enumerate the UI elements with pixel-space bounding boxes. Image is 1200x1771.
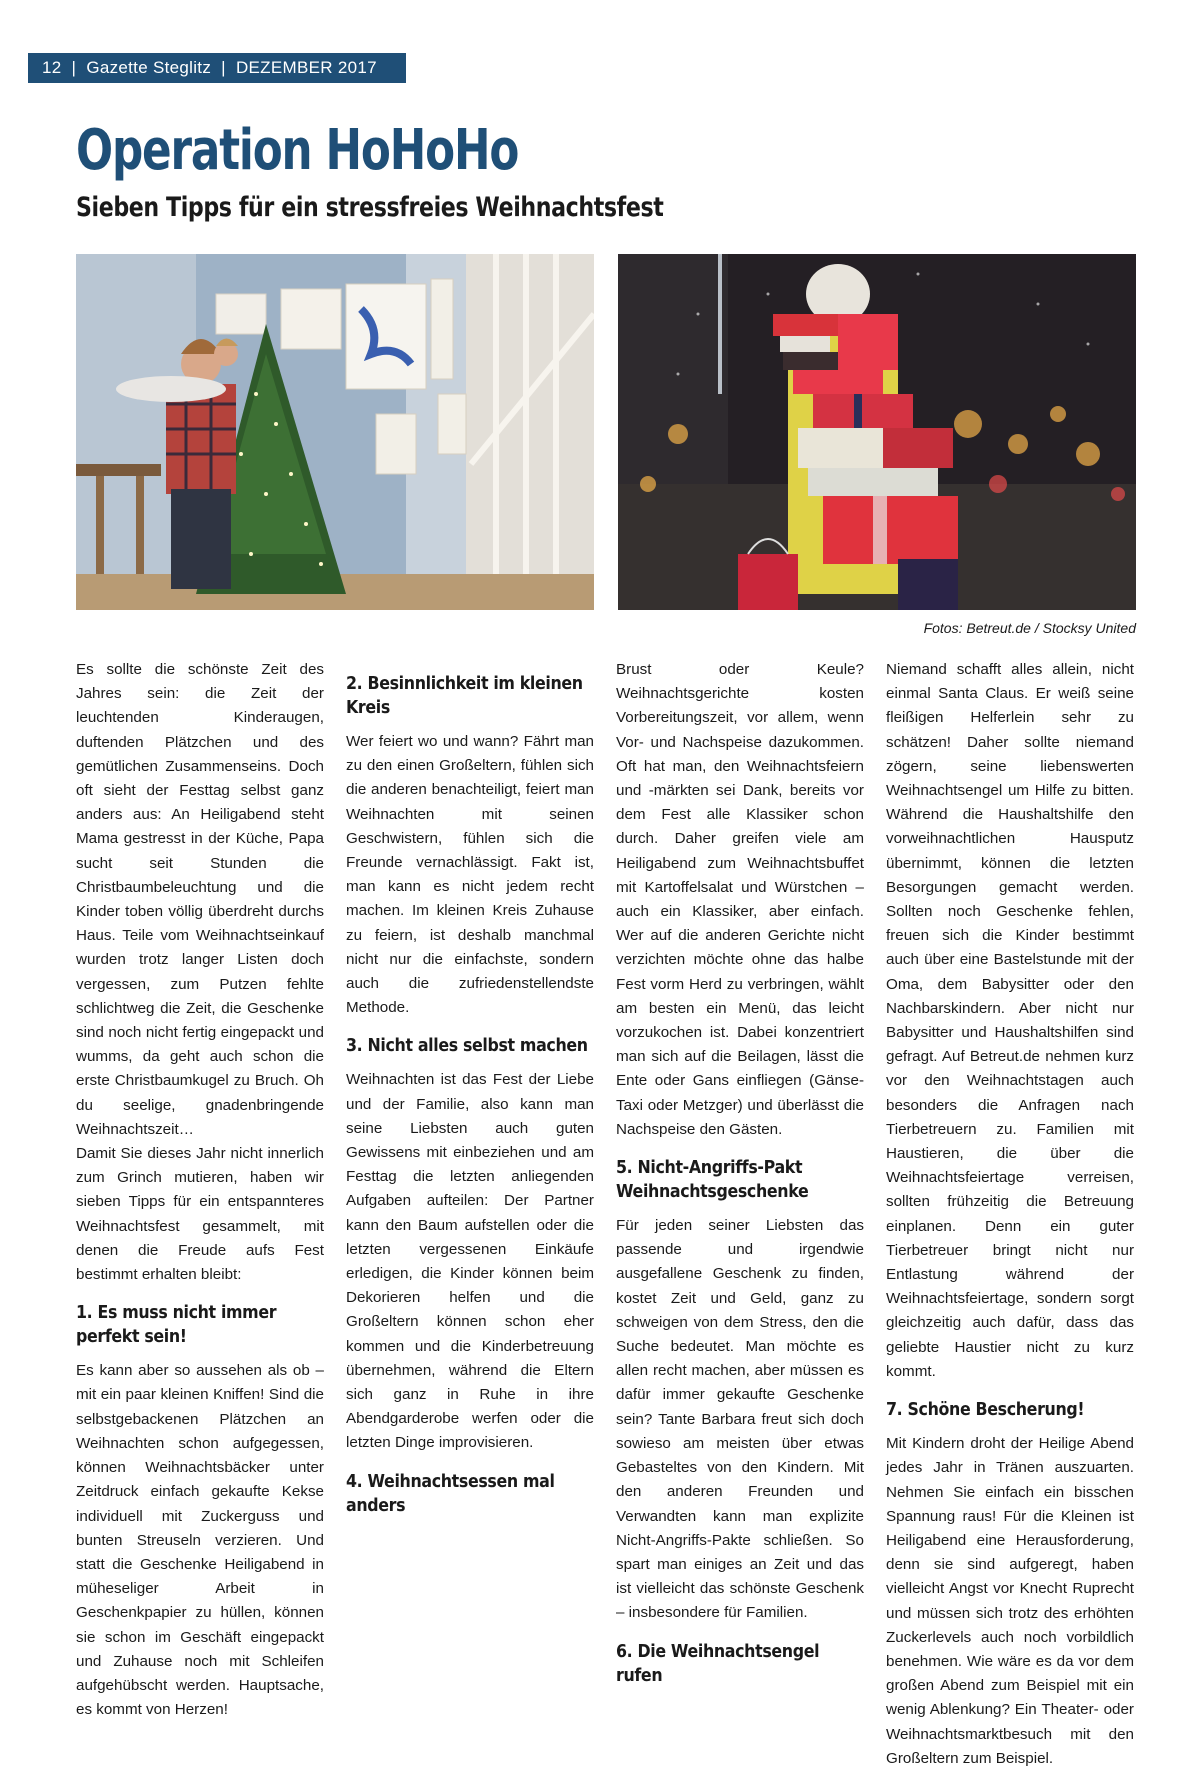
column-3: [616, 658, 864, 1698]
tip-4-heading: 4. Weihnachtsessen mal anders: [346, 1470, 555, 1516]
header-separator: |: [61, 58, 87, 77]
intro-paragraph-2: Damit Sie dieses Jahr nicht innerlich zum Grinch mutieren, haben wir sieben Tipps für ein entspannteres Weihnachtsfest gesammelt, mit denen die Freude aufs Fest bestimmt erhalten bleibt:: [76, 1145, 324, 1284]
column-2: [346, 658, 594, 1528]
page-number: 12: [42, 58, 62, 77]
header-separator: |: [211, 58, 236, 77]
tip-4-text: Brust oder Keule? Weihnachtsgerichte kosten Vorbereitungszeit, vor allem, wenn Vor- und Nachspeise dazukommen. Oft hat man, den Weihnachtsfeiern und -märkten sei Dank, bereits vor dem Fest alle Klassiker schon durch. Daher greifen viele am Heiligabend zum Weihnachtsbuffet mit Kartoffelsalat und Würstchen – auch ein Klassiker, aber einfach. Wer auf die anderen Gerichte nicht verzichten möchte ohne das halbe Fest vorm Herd zu verbringen, wählt am besten ein Menü, das leicht vorzukochen ist. Dabei konzentriert man sich auf die Beilagen, lässt die Ente oder Gans einfliegen (Gänse-Taxi oder Metzger) und überlässt die Nachspeise den Gästen.: [616, 661, 864, 1138]
tip-3-heading: 3. Nicht alles selbst machen: [346, 1035, 588, 1057]
tip-3-text: Weihnachten ist das Fest der Liebe und der Familie, also kann man seine Liebsten auch guten Gewissens mit einbeziehen und am Festtag die letzten anliegenden Aufgaben aufteilen: Der Partner kann den Baum aufstellen oder die letzten vergessenen Einkäufe erledigen, die Kinder können beim Dekorieren helfen und die Großeltern können schon eher kommen und die Kinderbetreuung übernehmen, während die Eltern sich ganz in Ruhe in ihre Abendgarderobe werfen oder die letzten Dinge improvisieren.: [346, 1071, 594, 1452]
tip-6-heading: 6. Die Weihnachtsengel rufen: [616, 1640, 820, 1686]
article-subtitle: Sieben Tipps für ein stressfreies Weihnachtsfest: [76, 192, 664, 223]
tip-7-text: Mit Kindern droht der Heilige Abend jedes Jahr in Tränen auszuarten. Nehmen Sie einfach ein bisschen Spannung raus! Für die Kleinen ist Heiligabend eine Herausforderung, denn sie sind aufgeregt, haben vielleicht Angst vor Knecht Ruprecht und müssen sich trotz des erhöhten Zuckerlevels auch noch vorbildlich benehmen. Wie wäre es da vor dem großen Abend zum Beispiel mit ein wenig Ablenkung? Ein Theater- oder Weihnachtsmarktbesuch mit den Großeltern zum Beispiel.: [886, 1435, 1134, 1767]
intro-paragraph-1: Es sollte die schönste Zeit des Jahres sein: die Zeit der leuchtenden Kinderaugen, duftenden Plätzchen und des gemütlichen Zusammenseins. Doch oft sieht der Festtag selbst ganz anders aus: An Heiligabend steht Mama gestresst in der Küche, Papa sucht seit Stunden die Christbaumbeleuchtung und die Kinder toben völlig überdreht durchs Haus. Teile vom Weihnachtseinkauf wurden trotz langer Listen doch vergessen, zum Putzen fehlte schlichtweg die Zeit, die Geschenke sind noch nicht fertig eingepackt und wumms, da geht auch schon die erste Christbaumkugel zu Bruch. Oh du seelige, gnadenbringende Weihnachtszeit…: [76, 661, 324, 1138]
tip-5-heading: 5. Nicht-Angriffs-Pakt Weihnachtsgeschenke: [616, 1157, 809, 1203]
tip-5-text: Für jeden seiner Liebsten das passende und irgendwie ausgefallene Geschenk zu finden, kostet Zeit und Geld, ganz zu schweigen von dem Stress, den die Suche bedeutet. Man möchte es allen recht machen, aber müssen es dafür immer gekaufte Geschenke sein? Tante Barbara freut sich doch sowieso am meisten über etwas Gebasteltes von den Kindern. Mit den anderen Freunden und Verwandten kann man explizite Nicht-Angriffs-Pakte schließen. So spart man einiges an Zeit und das ist vielleicht das schönste Geschenk – insbesondere für Familien.: [616, 1217, 864, 1622]
photo-credit: Fotos: Betreut.de / Stocksy United: [923, 620, 1136, 636]
column-4: [886, 658, 1134, 1771]
tip-1-heading: 1. Es muss nicht immer perfekt sein!: [76, 1302, 277, 1348]
tip-1-text: Es kann aber so aussehen als ob – mit ein paar kleinen Kniffen! Sind die selbstgebackenen Plätzchen an Weihnachten schon aufgegessen, können Weihnachtsbäcker unter Zeitdruck einfach gekaufte Kekse individuell mit Zuckerguss und bunten Streuseln verzieren. Und statt die Geschenke Heiligabend in müheseliger Arbeit in Geschenkpapier zu hüllen, können sie schon im Geschäft eingepackt und Zuhause noch mit Schleifen aufgehübscht werden. Hauptsache, es kommt von Herzen!: [76, 1362, 324, 1719]
tip-2-heading: 2. Besinnlichkeit im kleinen Kreis: [346, 673, 583, 718]
tip-7-heading: 7. Schöne Bescherung!: [886, 1399, 1085, 1421]
publication-name: Gazette Steglitz: [86, 58, 212, 77]
column-1: [76, 658, 324, 1722]
photo-family-christmas-tree: [76, 254, 594, 610]
photo-stacked-presents: [618, 254, 1136, 610]
article-title: Operation HoHoHo: [76, 118, 519, 183]
issue-date: DEZEMBER 2017: [235, 58, 377, 77]
tip-6-text: Niemand schafft alles allein, nicht einmal Santa Claus. Er weiß seine fleißigen Helferlein sehr zu schätzen! Daher sollte niemand zögern, seine liebenswerten Weihnachtsengel um Hilfe zu bitten. Während die Haushaltshilfe den vorweihnachtlichen Hausputz übernimmt, können die letzten Besorgungen gemacht werden. Sollten noch Geschenke fehlen, freuen sich die Kinder bestimmt auch über eine Bastelstunde mit der Oma, dem Babysitter oder den Nachbarskindern. Aber nicht nur Babysitter und Haushaltshilfen sind gefragt. Auf Betreut.de nehmen kurz vor den Weihnachtstagen auch besonders die Anfragen nach Tierbetreuern zu. Familien mit Haustieren, die über die Weihnachtsfeiertage verreisen, sollten frühzeitig die Betreuung einplanen. Denn ein guter Tierbetreuer bringt nicht nur Entlastung während der Weihnachtsfeiertage, sondern sorgt gleichzeitig auch dafür, dass das geliebte Haustier nicht zu kurz kommt.: [886, 661, 1134, 1380]
page-header-bar: [28, 53, 406, 83]
tip-2-text: Wer feiert wo und wann? Fährt man zu den einen Großeltern, fühlen sich die anderen benachteiligt, feiert man Weihnachten mit seinen Geschwistern, fühlen sich die Freunde vernachlässigt. Fakt ist, man kann es nicht jedem recht machen. Im kleinen Kreis Zuhause zu feiern, ist deshalb manchmal nicht nur die einfachste, sondern auch die zufriedenstellendste Methode.: [346, 733, 594, 1017]
